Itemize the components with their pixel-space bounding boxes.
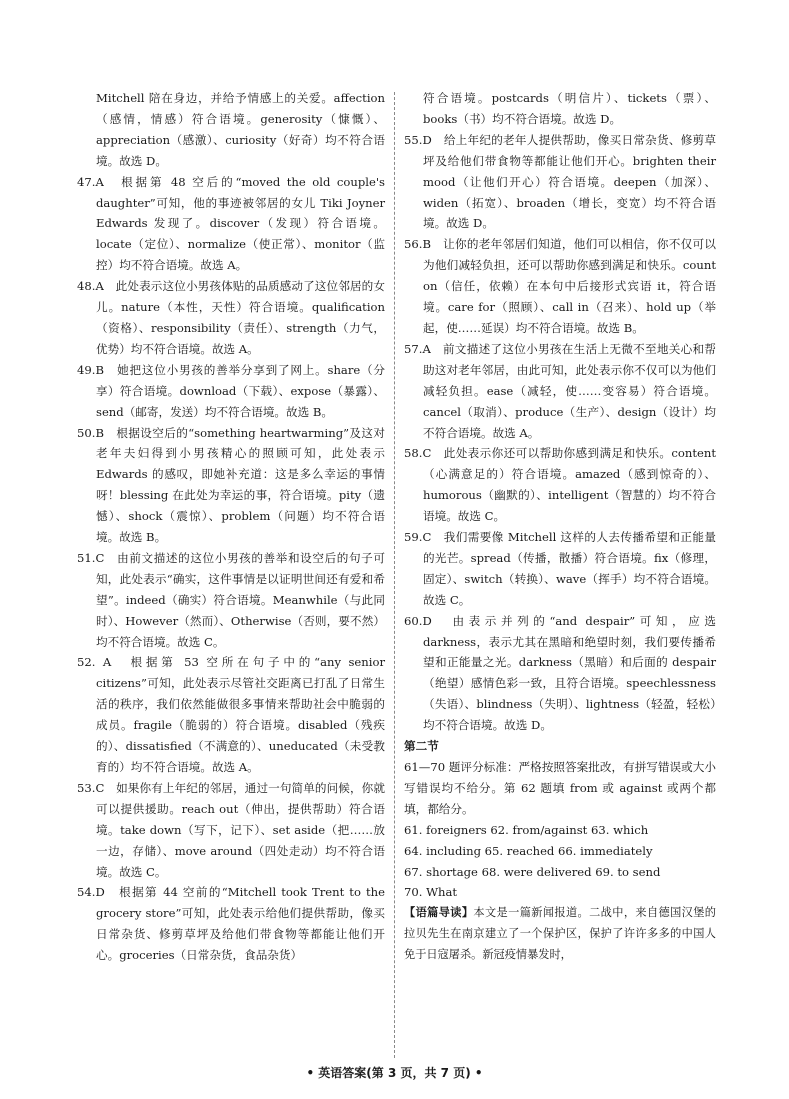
answer-line: 70. What — [404, 885, 458, 900]
continuation-text: 符合语境。postcards（明信片）、tickets（票）、books（书）均不符合语境。故选 D。 — [423, 91, 716, 126]
answer-entry-54: 54.D 根据第 44 空前的“Mitchell took Trent to the grocery store”可知，此处表示给他们提供帮助，像买日常杂货、修剪草坪及给他们带食物等都能让他们开心。groceries（日常杂货，食品杂货） — [77, 885, 385, 963]
answer-entry-49: 49.B 她把这位小男孩的善举分享到了网上。share（分享）符合语境。download（下载）、expose（暴露）、send（邮寄，发送）均不符合语境。故选 B。 — [77, 362, 385, 419]
section-title: 第二节 — [404, 739, 439, 754]
answer-entry-56: 56.B 让你的老年邻居们知道，他们可以相信，你不仅可以为他们减轻负担，还可以帮助你感到满足和快乐。count on（信任，依赖）在本句中后接形式宾语 it，符合语境。care for（照顾）、call in（召来）、hold up（举起，使……延误）均不符合语境。故选 B。 — [404, 237, 716, 335]
column-divider — [394, 92, 395, 1058]
answer-entry-47: 47.A 根据第 48 空后的“moved the old couple's daughter”可知，他的事迹被邻居的女儿 Tiki Joyner Edwards 发现了。discover（发现）符合语境。locate（定位）、normalize（使正常）、monitor（监控）均不符合语境。故选 A。 — [77, 174, 385, 273]
answer-entry-60: 60.D 由表示并列的“and despair”可知，应选 darkness，表示尤其在黑暗和绝望时刻，我们要传播希望和正能量之光。darkness（黑暗）和后面的 despair（绝望）感情色彩一致，且符合语境。speechlessness（失语）、blindness（失明）、lightness（轻盈，轻松）均不符合语境。故选 D。 — [404, 613, 716, 733]
guide-text: 本文是一篇新闻报道。二战中，来自德国汉堡的拉贝先生在南京建立了一个保护区，保护了许许多多的中国人免于日寇屠杀。新冠疫情暴发时， — [404, 906, 716, 962]
answer-line: 64. including 65. reached 66. immediately — [404, 843, 653, 858]
answer-entry-59: 59.C 我们需要像 Mitchell 这样的人去传播希望和正能量的光芒。spread（传播，散播）符合语境。fix（修理，固定）、switch（转换）、wave（挥手）均不符合语境。故选 C。 — [404, 530, 716, 607]
answer-entry-52: 52. A 根据第 53 空所在句子中的“any senior citizens”可知，此处表示尽管社交距离已打乱了日常生活的秩序，我们依然能做很多事情来帮助社会中脆弱的成员。fragile（脆弱的）符合语境。disabled（残疾的）、dissatisfied（不满意的）、uneducated（未受教育的）均不符合语境。故选 A。 — [77, 655, 385, 774]
right-column — [404, 88, 716, 966]
answer-entry-58: 58.C 此处表示你还可以帮助你感到满足和快乐。content（心满意足的）符合语境。amazed（感到惊奇的）、humorous（幽默的）、intelligent（智慧的）均不符合语境。故选 C。 — [404, 446, 716, 524]
answer-entry-48: 48.A 此处表示这位小男孩体贴的品质感动了这位邻居的女儿。nature（本性，天性）符合语境。qualification（资格）、responsibility（责任）、strength（力气，优势）均不符合语境。故选 A。 — [77, 279, 385, 356]
left-column — [77, 88, 385, 966]
scoring-note: 61—70 题评分标准：严格按照答案批改，有拼写错误或大小写错误均不给分。第 62 题填 from 或 against 或两个都填，都给分。 — [404, 760, 716, 816]
page-footer: • 英语答案(第 3 页，共 7 页) • — [306, 1066, 483, 1080]
answer-line: 61. foreigners 62. from/against 63. which — [404, 822, 649, 837]
answer-entry-50: 50.B 根据设空后的“something heartwarming”及这对老年夫妇得到小男孩精心的照顾可知，此处表示 Edwards 的感叹，即她补充道：这是多么幸运的事情呀！blessing 在此处为幸运的事，符合语境。pity（遗憾）、shock（震惊）、problem（问题）均不符合语境。故选 B。 — [77, 425, 385, 545]
answer-entry-53: 53.C 如果你有上年纪的邻居，通过一句简单的问候，你就可以提供援助。reach out（伸出，提供帮助）符合语境。take down（写下，记下）、set aside（把……放一边，存储）、move around（四处走动）均不符合语境。故选 C。 — [77, 780, 385, 879]
answer-entry-51: 51.C 由前文描述的这位小男孩的善举和设空后的句子可知，此处表示“确实，这件事情是以证明世间还有爱和希望”。indeed（确实）符合语境。Meanwhile（与此同时）、However（然而）、Otherwise（否则，要不然）均不符合语境。故选 C。 — [77, 550, 385, 649]
guide-label: 【语篇导读】 — [404, 906, 474, 920]
answer-entry-55: 55.D 给上年纪的老年人提供帮助，像买日常杂货、修剪草坪及给他们带食物等都能让他们开心。brighten their mood（让他们开心）符合语境。deepen（加深）、widen（拓宽）、broaden（增长，变宽）均不符合语境。故选 D。 — [404, 132, 716, 231]
continuation-text: Mitchell 陪在身边，并给予情感上的关爱。affection（感情，情感）符合语境。generosity（慷慨）、appreciation（感激）、curiosity（好奇）均不符合语境。故选 D。 — [96, 91, 385, 168]
reading-guide — [404, 903, 716, 966]
answer-line: 67. shortage 68. were delivered 69. to send — [404, 864, 661, 879]
answer-entry-57: 57.A 前文描述了这位小男孩在生活上无微不至地关心和帮助这对老年邻居，由此可知，此处表示你不仅可以为他们减轻负担。ease（减轻，使……变容易）符合语境。cancel（取消）、produce（生产）、design（设计）均不符合语境。故选 A。 — [404, 341, 716, 440]
